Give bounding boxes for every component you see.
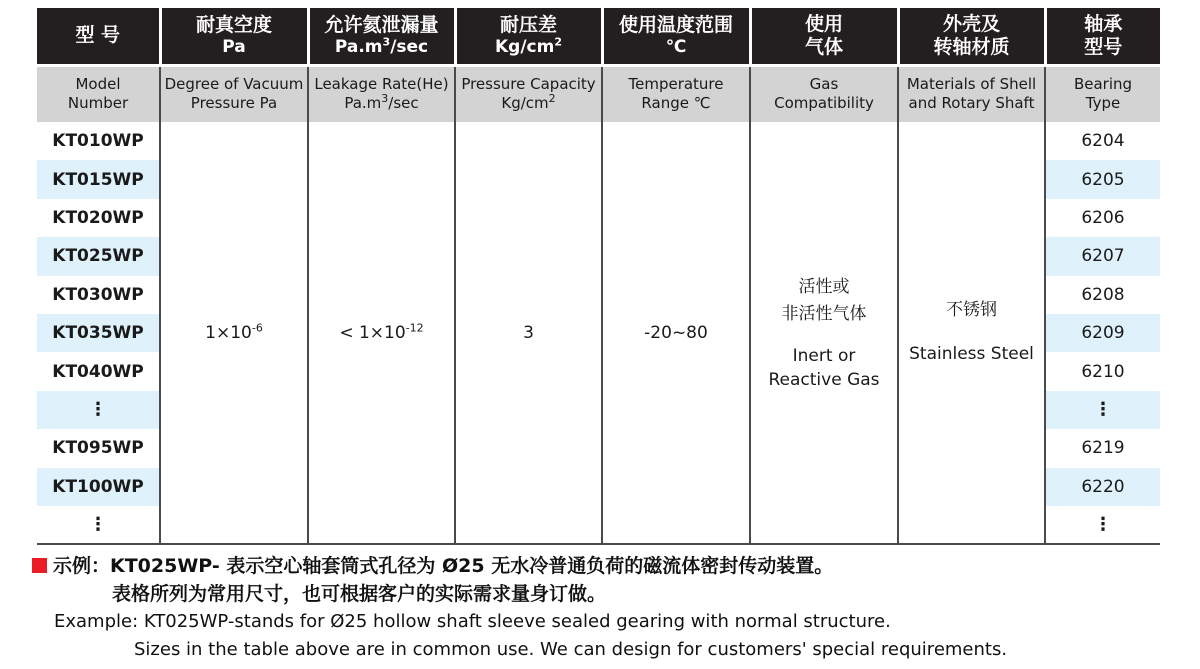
- note-line-cn-2: 表格所列为常用尺寸，也可根据客户的实际需求量身订做。: [112, 583, 607, 605]
- header-cn-pressure: 耐压差 $Kg/cm^2$: [455, 8, 602, 65]
- pressure-value-cell: 3: [455, 122, 602, 544]
- footnotes: [32, 552, 1007, 664]
- bearing-cell: ⋮: [1045, 506, 1160, 544]
- gas-value-cell: 活性或 非活性气体 Inert or Reactive Gas: [750, 122, 898, 544]
- bearing-cell: 6208: [1045, 276, 1160, 314]
- bearing-cell: 6206: [1045, 199, 1160, 237]
- model-cell: KT010WP: [37, 122, 160, 160]
- model-cell: ⋮: [37, 391, 160, 429]
- model-cell: KT040WP: [37, 352, 160, 390]
- header-cn-temperature: 使用温度范围 ℃: [602, 8, 750, 65]
- model-cell: KT025WP: [37, 237, 160, 275]
- model-cell: KT035WP: [37, 314, 160, 352]
- model-cell: KT020WP: [37, 199, 160, 237]
- bearing-cell: 6219: [1045, 429, 1160, 467]
- spec-table: [37, 8, 1160, 545]
- model-cell: KT030WP: [37, 276, 160, 314]
- header-en-bearing: Bearing Type: [1045, 65, 1160, 122]
- header-cn-material: 外壳及 转轴材质: [898, 8, 1045, 65]
- header-cn-gas: 使用 气体: [750, 8, 898, 65]
- bearing-cell: 6207: [1045, 237, 1160, 275]
- header-cn-model: 型 号: [37, 8, 160, 65]
- note-line-en-1: Example: KT025WP-stands for Ø25 hollow shaft sleeve sealed gearing with normal structure.: [54, 611, 891, 632]
- header-en-gas: Gas Compatibility: [750, 65, 898, 122]
- temperature-value-cell: -20~80: [602, 122, 750, 544]
- bearing-cell: ⋮: [1045, 391, 1160, 429]
- model-cell: KT095WP: [37, 429, 160, 467]
- bearing-cell: 6220: [1045, 468, 1160, 506]
- header-en-vacuum: Degree of Vacuum Pressure Pa: [160, 65, 308, 122]
- vacuum-value-cell: $1\times 10^{-6}$: [160, 122, 308, 544]
- header-en-material: Materials of Shell and Rotary Shaft: [898, 65, 1045, 122]
- model-cell: KT100WP: [37, 468, 160, 506]
- leakage-value-cell: < $1\times 10^{-12}$: [308, 122, 455, 544]
- material-value-cell: 不锈钢 Stainless Steel: [898, 122, 1045, 544]
- note-line-cn-1: 示例：KT025WP- 表示空心轴套筒式孔径为 Ø25 无水冷普通负荷的磁流体密封传动装置。: [32, 552, 1007, 580]
- red-square-bullet-icon: [32, 558, 47, 573]
- bearing-cell: 6210: [1045, 352, 1160, 390]
- header-cn-vacuum: 耐真空度 Pa: [160, 8, 308, 65]
- header-en-pressure: Pressure Capacity $Kg/cm^2$: [455, 65, 602, 122]
- spec-table-container: [37, 8, 1160, 545]
- table-row: [37, 122, 1160, 160]
- header-row-en: [37, 65, 1160, 122]
- note-line-en-2: Sizes in the table above are in common use. We can design for customers' special requirements.: [134, 639, 1008, 660]
- header-cn-bearing: 轴承 型号: [1045, 8, 1160, 65]
- bearing-cell: 6209: [1045, 314, 1160, 352]
- header-en-temperature: Temperature Range ℃: [602, 65, 750, 122]
- bearing-cell: 6204: [1045, 122, 1160, 160]
- header-en-leakage: Leakage Rate(He) $Pa.m^3/\sec$: [308, 65, 455, 122]
- header-row-cn: [37, 8, 1160, 65]
- bearing-cell: 6205: [1045, 160, 1160, 198]
- model-cell: KT015WP: [37, 160, 160, 198]
- header-en-model: Model Number: [37, 65, 160, 122]
- model-cell: ⋮: [37, 506, 160, 544]
- header-cn-leakage: 允许氦泄漏量 $Pa.m^3/\sec$: [308, 8, 455, 65]
